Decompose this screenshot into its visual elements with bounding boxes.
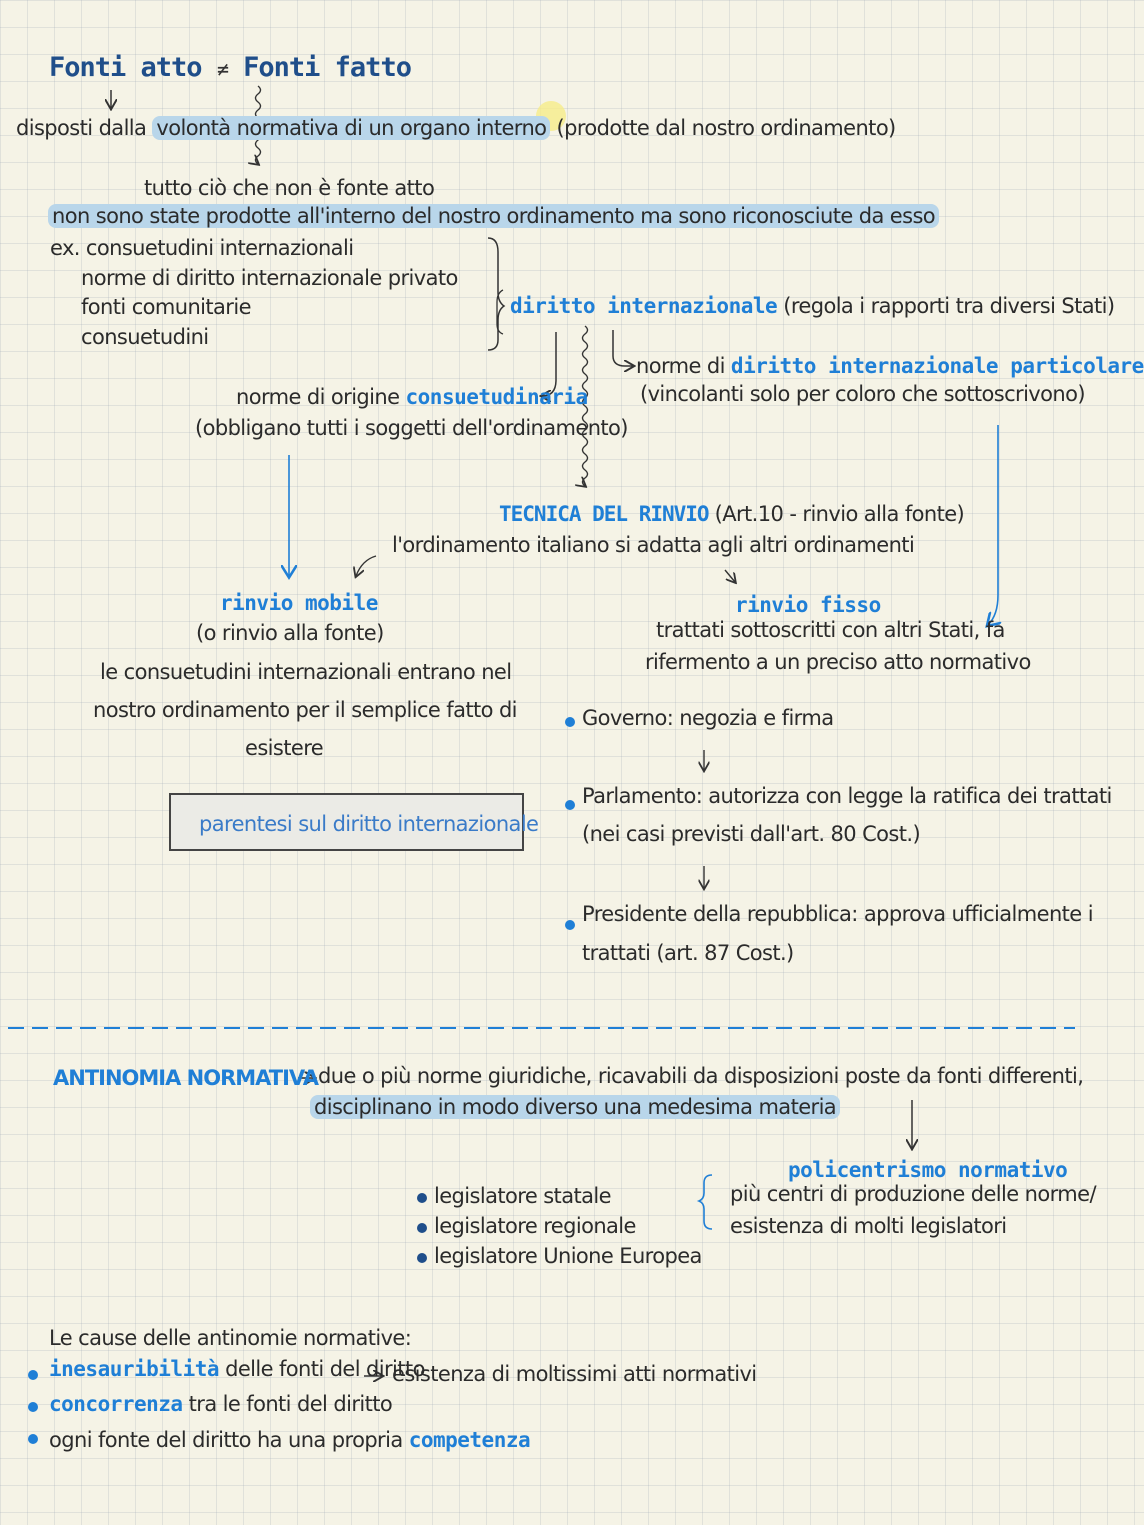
example-3: fonti comunitarie xyxy=(81,295,251,319)
bullet xyxy=(28,1402,38,1412)
arrow-fisso xyxy=(988,425,998,625)
squiggle-fatto-1 xyxy=(256,86,261,118)
policentrismo-line1: più centri di produzione delle norme/ xyxy=(730,1182,1096,1206)
step-presidente-note: trattati (art. 87 Cost.) xyxy=(582,941,794,965)
step-governo: Governo: negozia e firma xyxy=(582,706,834,730)
highlight-volonta: volontà normativa di un organo interno xyxy=(152,116,550,140)
step-parlamento-note: (nei casi previsti dall'art. 80 Cost.) xyxy=(582,822,921,846)
tecnica-desc: l'ordinamento italiano si adatta agli altri ordinamenti xyxy=(392,533,915,557)
bullet xyxy=(28,1370,38,1380)
legislatore-regionale: legislatore regionale xyxy=(434,1214,636,1238)
bullet xyxy=(565,920,575,930)
diritto-particolare: norme di diritto internazionale particolare xyxy=(636,354,1144,378)
rinvio-mobile-title: rinvio mobile xyxy=(220,591,378,615)
example-2: norme di diritto internazionale privato xyxy=(81,266,458,290)
norme-consuetudinarie-desc: (obbligano tutti i soggetti dell'ordinamento) xyxy=(195,416,628,440)
rinvio-fisso-line2: rifermento a un preciso atto normativo xyxy=(645,650,1031,674)
antinomia-title: ANTINOMIA NORMATIVA xyxy=(53,1066,319,1090)
cause-intro: Le cause delle antinomie normative: xyxy=(49,1326,412,1350)
rinvio-mobile-line1: le consuetudini internazionali entrano nel xyxy=(100,660,512,684)
rinvio-mobile-line3: esistere xyxy=(245,736,324,760)
antinomia-desc1: due o più norme giuridiche, ricavabili da disposizioni poste da fonti differenti, xyxy=(318,1064,1084,1088)
brace-legislatori xyxy=(699,1175,712,1229)
page-title xyxy=(49,52,411,84)
causa-competenza: ogni fonte del diritto ha una propria competenza xyxy=(49,1428,531,1452)
rinvio-mobile-sub: (o rinvio alla fonte) xyxy=(196,621,384,645)
example-4: consuetudini xyxy=(81,325,209,349)
causa-inesauribilita-extra: esistenza di moltissimi atti normativi xyxy=(392,1362,757,1386)
rinvio-mobile-line2: nostro ordinamento per il semplice fatto di xyxy=(93,698,517,722)
step-parlamento: Parlamento: autorizza con legge la ratifica dei trattati xyxy=(582,784,1112,808)
tecnica-del-rinvio: TECNICA DEL RINVIO (Art.10 - rinvio alla fonte) xyxy=(499,502,965,526)
arrow-particolare xyxy=(613,330,633,366)
bullet xyxy=(417,1193,427,1203)
fonti-atto-definition: disposti dalla volontà normativa di un organo interno (prodotte dal nostro ordinamento) xyxy=(16,116,896,140)
legislatore-statale: legislatore statale xyxy=(434,1184,611,1208)
bullet xyxy=(417,1253,427,1263)
bullet xyxy=(417,1223,427,1233)
rinvio-fisso-title: rinvio fisso xyxy=(735,593,881,617)
example-1: ex. consuetudini internazionali xyxy=(50,236,354,260)
title-fonti-atto: Fonti atto xyxy=(49,52,202,83)
causa-inesauribilita: inesauribilità delle fonti del diritto xyxy=(49,1357,425,1381)
bullet xyxy=(565,800,575,810)
policentrismo-title: policentrismo normativo xyxy=(788,1158,1068,1182)
diritto-particolare-desc: (vincolanti solo per coloro che sottoscrivono) xyxy=(640,382,1085,406)
policentrismo-line2: esistenza di molti legislatori xyxy=(730,1214,1007,1238)
step-presidente: Presidente della repubblica: approva ufficialmente i xyxy=(582,902,1093,926)
legislatore-ue: legislatore Unione Europea xyxy=(434,1244,702,1268)
rinvio-fisso-line1: trattati sottoscritti con altri Stati, fa xyxy=(656,618,1005,642)
causa-concorrenza: concorrenza tra le fonti del diritto xyxy=(49,1392,393,1416)
parentesi-box-label: parentesi sul diritto internazionale xyxy=(199,812,539,836)
not-equal-sign: ≠ xyxy=(216,57,228,81)
diritto-internazionale: diritto internazionale (regola i rapporti tra diversi Stati) xyxy=(510,294,1115,318)
bullet xyxy=(28,1434,38,1444)
fonti-fatto-line2: non sono state prodotte all'interno del nostro ordinamento ma sono riconosciute da esso xyxy=(48,204,939,229)
title-fonti-fatto: Fonti fatto xyxy=(243,52,411,83)
bullet xyxy=(565,717,575,727)
norme-consuetudinarie: norme di origine consuetudinaria xyxy=(236,385,588,409)
antinomia-desc2: disciplinano in modo diverso una medesima materia xyxy=(310,1095,840,1120)
fonti-fatto-line1: tutto ciò che non è fonte atto xyxy=(144,176,435,200)
